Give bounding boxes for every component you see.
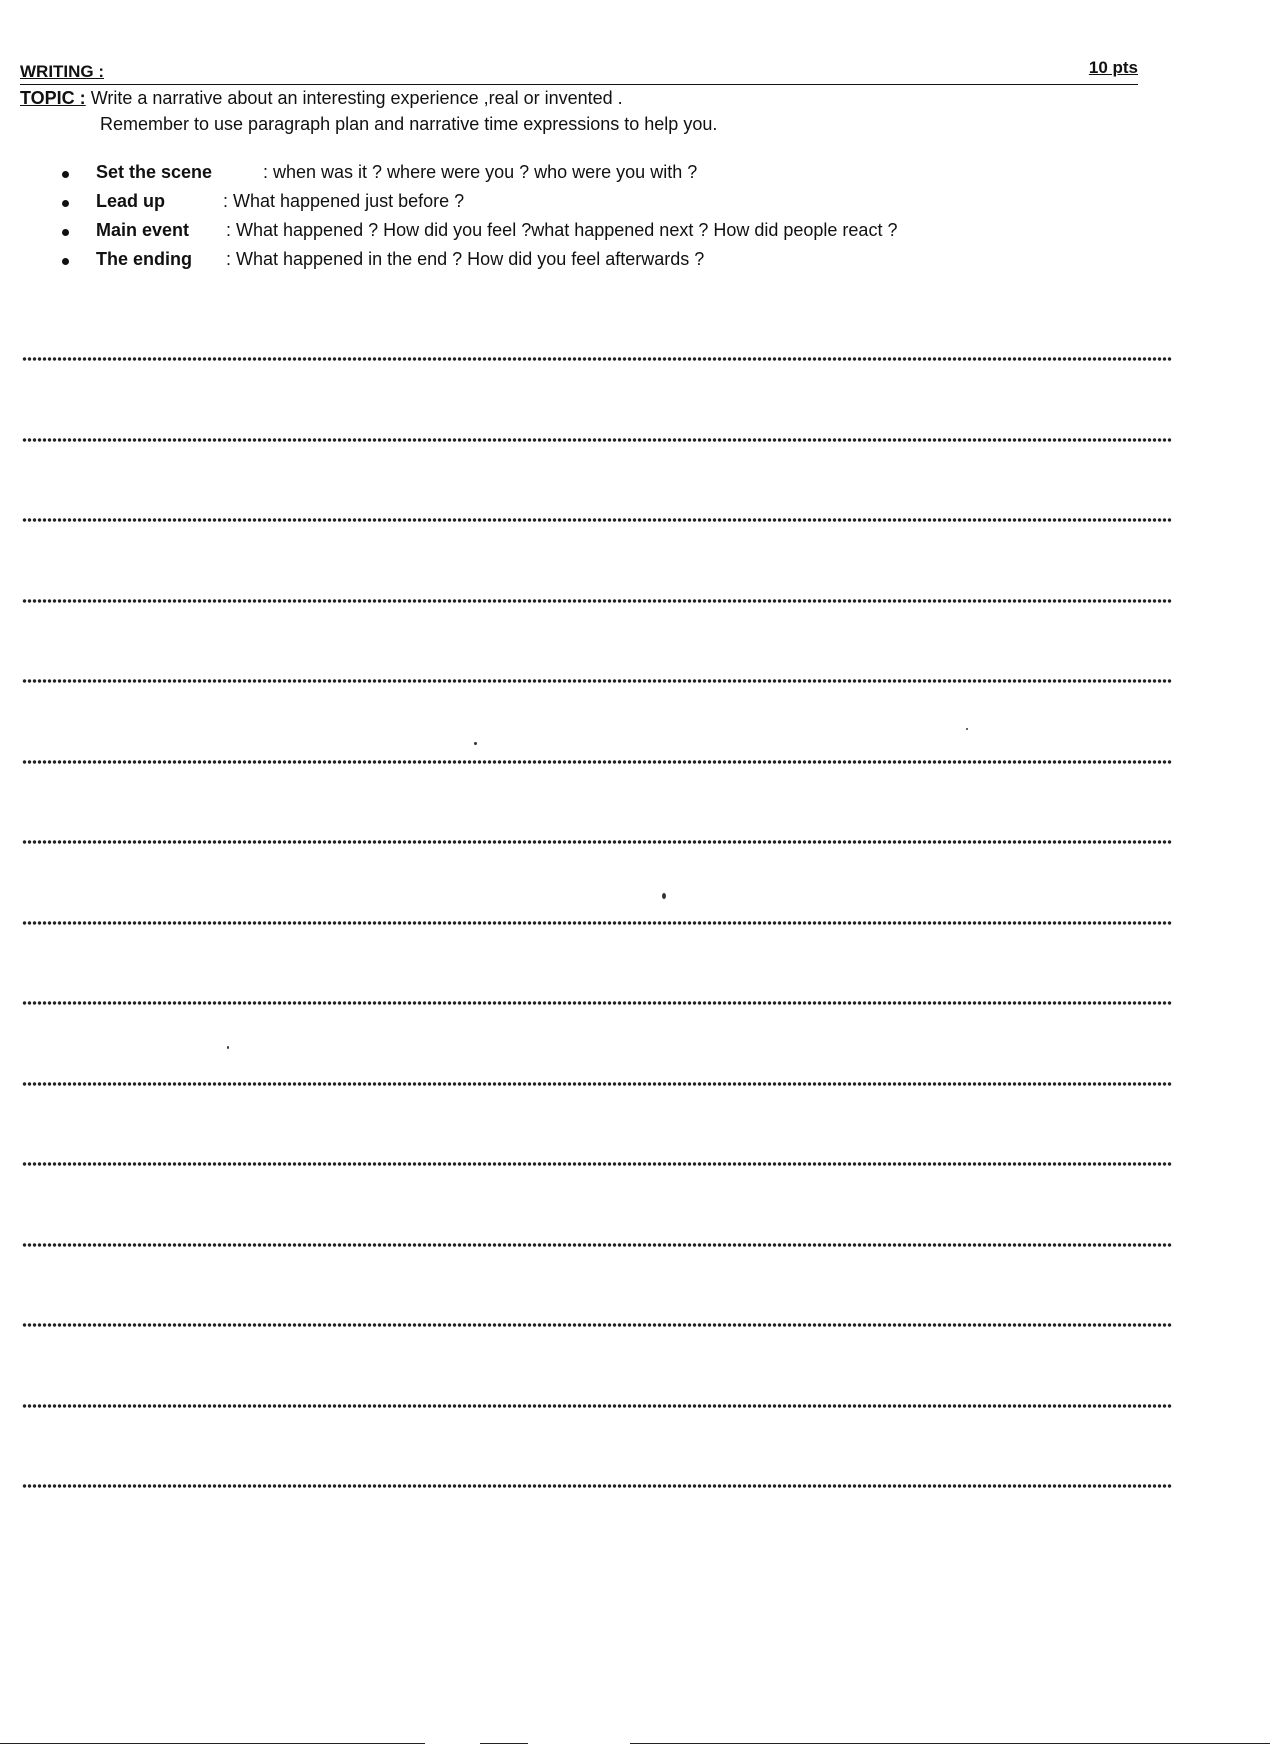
topic-text: Write a narrative about an interesting experience ,real or invented .: [90, 88, 623, 108]
scan-speck: [474, 742, 477, 745]
answer-line[interactable]: [22, 1162, 1172, 1166]
answer-line[interactable]: [22, 1243, 1172, 1247]
answer-line[interactable]: [22, 840, 1172, 844]
answer-line[interactable]: [22, 1001, 1172, 1005]
answer-line[interactable]: [22, 760, 1172, 764]
answer-area[interactable]: [22, 0, 1172, 1756]
footer-rule: [630, 1743, 1270, 1744]
answer-line[interactable]: [22, 438, 1172, 442]
plan-item-key: Lead up: [96, 191, 166, 211]
scan-speck: [227, 1046, 229, 1049]
answer-line[interactable]: [22, 1484, 1172, 1488]
plan-item-text: : What happened ? How did you feel ?what happened next ? How did people react ?: [226, 220, 898, 240]
answer-line[interactable]: [22, 1323, 1172, 1327]
answer-line[interactable]: [22, 357, 1172, 361]
plan-item-key: The ending: [96, 249, 192, 269]
answer-line[interactable]: [22, 1404, 1172, 1408]
answer-line[interactable]: [22, 921, 1172, 925]
plan-item-text: : What happened in the end ? How did you feel afterwards ?: [226, 249, 705, 269]
plan-item-text: : What happened just before ?: [223, 191, 465, 211]
answer-line[interactable]: [22, 518, 1172, 522]
plan-item-text: : when was it ? where were you ? who were you with ?: [263, 162, 698, 182]
points-value: 10 pts: [1088, 58, 1138, 77]
answer-line[interactable]: [22, 1082, 1172, 1086]
footer-rule: [480, 1743, 528, 1744]
topic-label: TOPIC :: [20, 88, 86, 108]
section-title: WRITING :: [20, 62, 105, 81]
plan-item-key: Main event: [96, 220, 190, 240]
answer-line[interactable]: [22, 679, 1172, 683]
scan-speck: [662, 893, 666, 899]
footer-rule: [0, 1743, 425, 1744]
plan-item-key: Set the scene: [96, 162, 213, 182]
scan-speck: [966, 728, 968, 730]
reminder-text: Remember to use paragraph plan and narrative time expressions to help you.: [100, 114, 718, 134]
answer-line[interactable]: [22, 599, 1172, 603]
